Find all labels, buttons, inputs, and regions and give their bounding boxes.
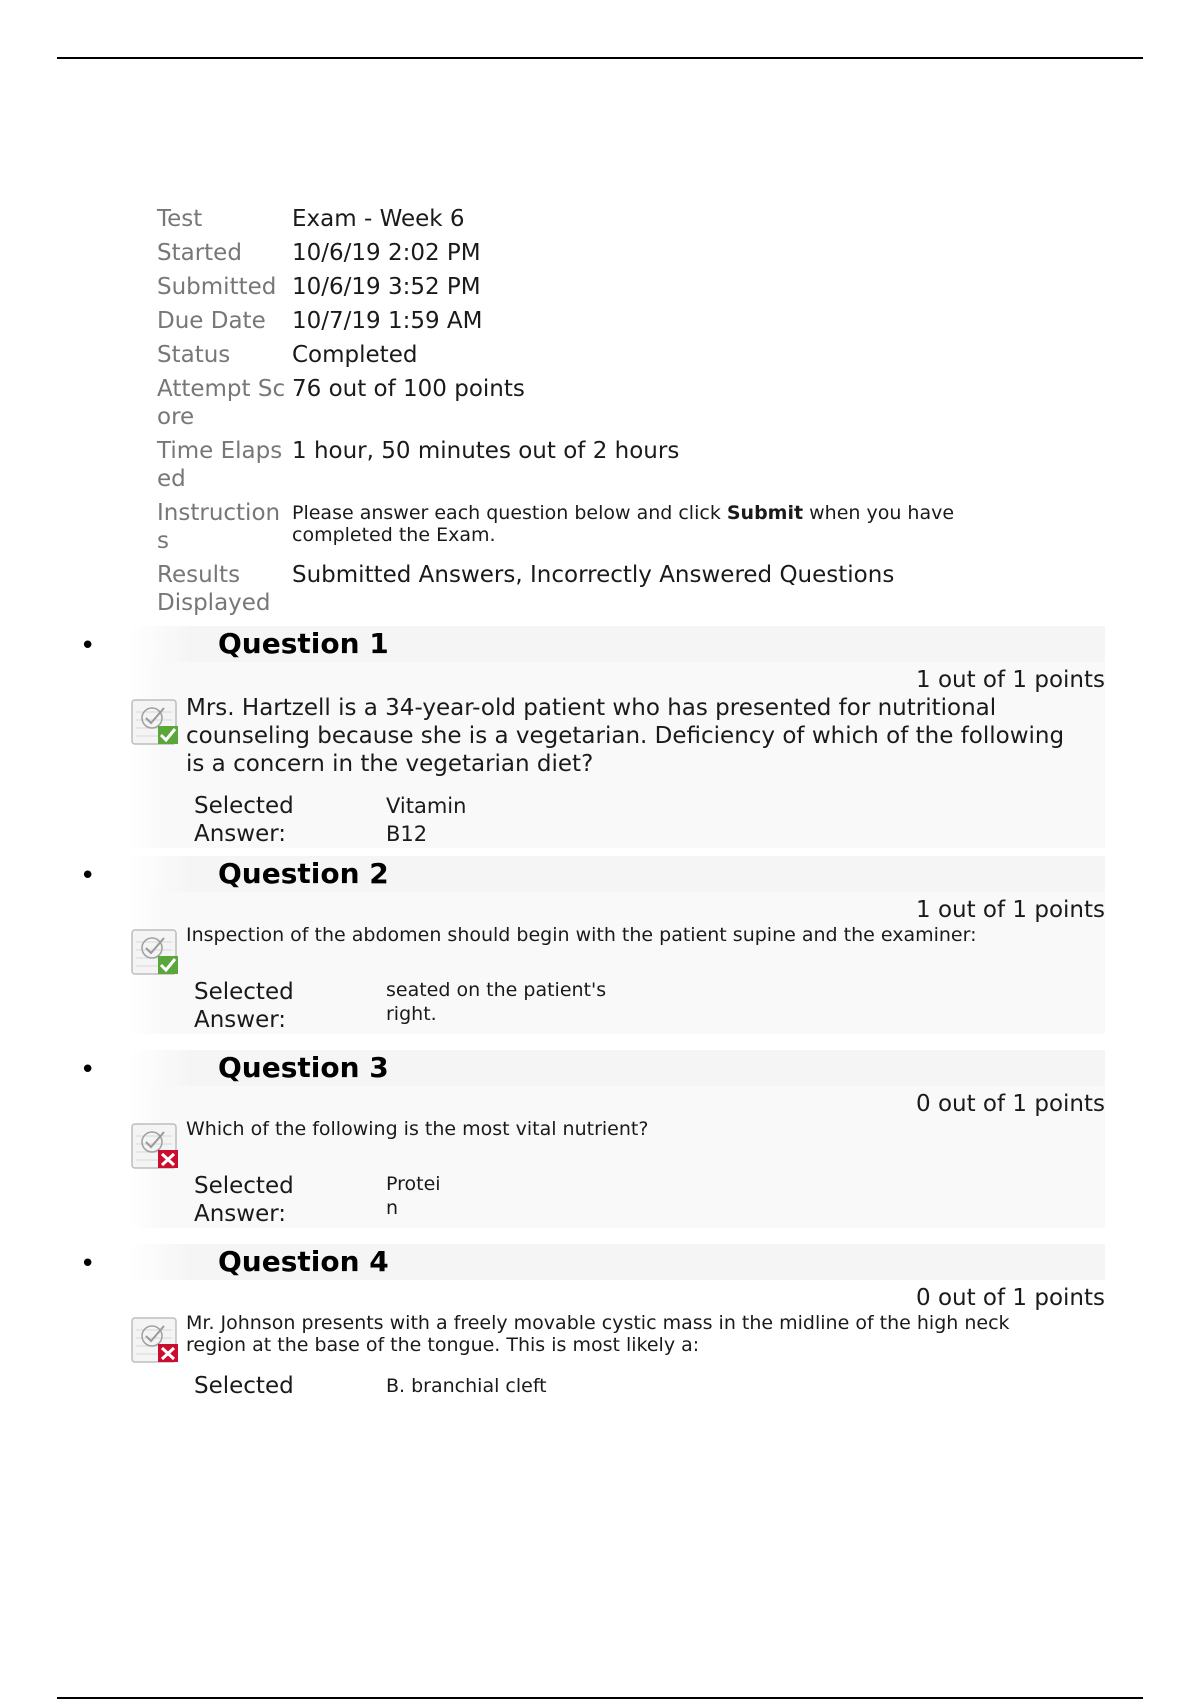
summary-value: 10/6/19 3:52 PM	[292, 274, 481, 300]
summary-label: Results Displayed	[157, 562, 271, 616]
answer-value: Vitamin B12	[386, 794, 467, 846]
question-4	[80, 1244, 1105, 1400]
question-main	[130, 1118, 1105, 1166]
answer-label: Selected Answer:	[194, 1173, 294, 1227]
question-title: Question 3	[218, 1051, 389, 1084]
correct-check-icon	[130, 926, 182, 978]
list-bullet: •	[80, 1249, 96, 1279]
incorrect-x-icon	[130, 1120, 182, 1172]
question-main	[130, 1312, 1105, 1368]
question-text: Mr. Johnson presents with a freely movable cystic mass in the midline of the high neck region at the base of the tongue. This is most likely a:	[186, 1312, 1010, 1356]
question-title: Question 2	[218, 857, 389, 890]
question-title: Question 4	[218, 1245, 389, 1278]
list-bullet: •	[80, 861, 96, 891]
top-rule	[57, 57, 1143, 59]
summary-label: Attempt Score	[157, 376, 286, 430]
question-1	[80, 626, 1105, 848]
question-points: 1 out of 1 points	[916, 897, 1105, 923]
summary-label: Started	[157, 240, 242, 266]
answer-label: Selected Answer:	[194, 793, 294, 847]
question-header	[130, 1244, 1105, 1280]
summary-row-started	[157, 239, 1037, 267]
summary-row-results-displayed	[157, 561, 1037, 617]
summary-row-time-elapsed	[157, 437, 1037, 493]
question-body	[130, 1280, 1105, 1400]
summary-value: 76 out of 100 points	[292, 376, 525, 402]
question-text: Mrs. Hartzell is a 34-year-old patient who has presented for nutritional counseling because she is a vegetarian. Deficiency of which of the following is a concern in the vegetarian diet?	[186, 695, 1065, 777]
question-2	[80, 856, 1105, 1034]
attempt-summary	[157, 205, 1037, 617]
summary-value: Exam - Week 6	[292, 206, 465, 232]
question-main	[130, 924, 1105, 972]
answer-value: B. branchial cleft	[386, 1375, 547, 1397]
answer-label: Selected	[194, 1373, 294, 1399]
summary-row-test	[157, 205, 1037, 233]
question-points: 0 out of 1 points	[916, 1091, 1105, 1117]
summary-row-status	[157, 341, 1037, 369]
correct-check-icon	[130, 696, 182, 748]
selected-answer	[130, 792, 1105, 848]
instructions-text-end: when you have completed the Exam.	[292, 502, 955, 546]
bottom-rule	[57, 1697, 1143, 1699]
summary-value: 1 hour, 50 minutes out of 2 hours	[292, 438, 680, 464]
instructions-text-start: Please answer each question below and click	[292, 502, 727, 524]
question-header	[130, 626, 1105, 662]
summary-value: Submitted Answers, Incorrectly Answered Questions	[292, 562, 895, 588]
question-points: 0 out of 1 points	[916, 1285, 1105, 1311]
summary-row-instructions	[157, 499, 1037, 555]
summary-row-submitted	[157, 273, 1037, 301]
summary-label: Status	[157, 342, 231, 368]
list-bullet: •	[80, 631, 96, 661]
summary-value: 10/7/19 1:59 AM	[292, 308, 483, 334]
summary-label: Due Date	[157, 308, 266, 334]
incorrect-x-icon	[130, 1314, 182, 1366]
answer-label: Selected Answer:	[194, 979, 294, 1033]
selected-answer	[130, 978, 1105, 1034]
summary-label: Submitted	[157, 274, 277, 300]
question-body	[130, 892, 1105, 1034]
question-main	[130, 694, 1105, 778]
summary-label: Test	[157, 206, 203, 232]
question-header	[130, 1050, 1105, 1086]
summary-value: 10/6/19 2:02 PM	[292, 240, 481, 266]
summary-label: Time Elapsed	[157, 438, 283, 492]
question-body	[130, 1086, 1105, 1228]
question-text: Which of the following is the most vital nutrient?	[186, 1118, 649, 1140]
question-header	[130, 856, 1105, 892]
question-body	[130, 662, 1105, 848]
question-text: Inspection of the abdomen should begin with the patient supine and the examiner:	[186, 924, 977, 946]
summary-row-due-date	[157, 307, 1037, 335]
question-title: Question 1	[218, 627, 389, 660]
answer-value: Protein	[386, 1173, 441, 1219]
question-points: 1 out of 1 points	[916, 667, 1105, 693]
question-3	[80, 1050, 1105, 1228]
summary-row-attempt-score	[157, 375, 1037, 431]
selected-answer	[130, 1372, 1105, 1400]
list-bullet: •	[80, 1055, 96, 1085]
instructions-submit-word: Submit	[726, 502, 804, 524]
summary-label: Instructions	[157, 500, 281, 554]
instructions-text	[292, 499, 1022, 546]
summary-value: Completed	[292, 342, 418, 368]
answer-value: seated on the patient's right.	[386, 979, 607, 1025]
selected-answer	[130, 1172, 1105, 1228]
